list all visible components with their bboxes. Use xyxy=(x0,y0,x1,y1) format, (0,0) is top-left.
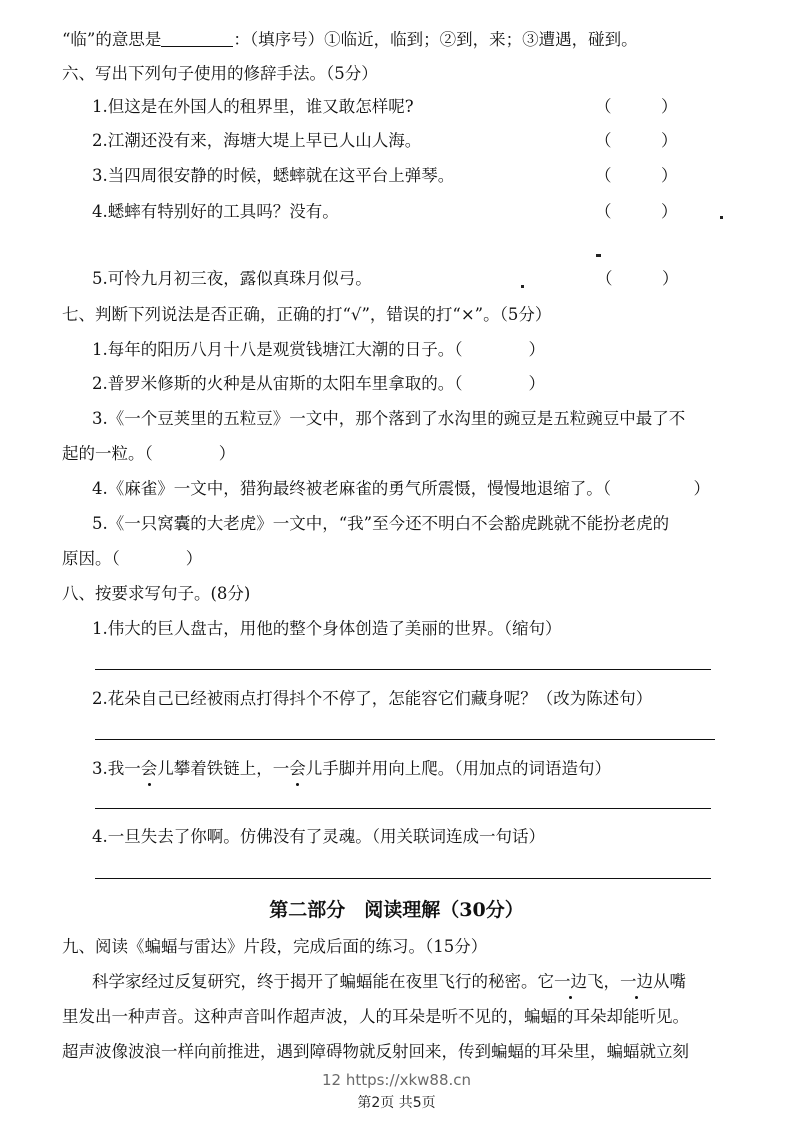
section6-item-4: 4.蟋蟀有特别好的工具吗？没有。 xyxy=(92,202,339,221)
reading-part2: 飞， xyxy=(587,972,620,991)
answer-paren[interactable]: （ ） xyxy=(595,166,678,185)
section7-item-3-cont: 起的一粒。（ ） xyxy=(62,444,236,463)
answer-line[interactable] xyxy=(95,808,711,809)
section6-item-2: 2.江潮还没有来，海塘大堤上早已人山人海。 xyxy=(92,131,422,150)
lin-meaning-options: ：（填序号）①临近，临到；②到，来；③遭遇，碰到。 xyxy=(233,30,638,49)
dotted-word: 一边 xyxy=(620,972,653,991)
section7-item-2: 2.普罗米修斯的火种是从宙斯的太阳车里拿取的。（ ） xyxy=(92,374,545,393)
section7-item-5: 5.《一只窝囊的大老虎》一文中，“我”至今还不明白不会豁虎跳就不能扮老虎的 xyxy=(92,514,670,533)
section7-item-1: 1.每年的阳历八月十八是观赏钱塘江大潮的日子。（ ） xyxy=(92,340,545,359)
answer-paren[interactable]: （ ） xyxy=(595,97,678,116)
item3-part2: 攀着铁链上， xyxy=(173,759,273,778)
section8-item-3 xyxy=(92,758,611,780)
answer-paren[interactable]: （ ） xyxy=(595,131,678,150)
answer-line[interactable] xyxy=(95,739,715,740)
part2-title: 第二部分 阅读理解（30分） xyxy=(269,899,524,921)
lin-meaning-prefix: “临”的意思是 xyxy=(62,30,162,49)
scan-speck xyxy=(720,216,723,219)
question-line-lin xyxy=(62,29,638,51)
dotted-word: 一边 xyxy=(554,972,587,991)
answer-paren[interactable]: （ ） xyxy=(595,202,678,221)
page-number: 第2页 共5页 xyxy=(357,1095,436,1111)
dotted-word: 一会儿 xyxy=(124,759,174,778)
watermark-url: 12 https://xkw88.cn xyxy=(321,1071,472,1089)
section6-item-1: 1.但这是在外国人的租界里，谁又敢怎样呢? xyxy=(92,97,414,116)
answer-blank[interactable] xyxy=(161,30,233,47)
section8-item-1: 1.伟大的巨人盘古，用他的整个身体创造了美丽的世界。（缩句） xyxy=(92,619,562,638)
section7-heading: 七、判断下列说法是否正确，正确的打“√”，错误的打“×”。（5分） xyxy=(62,305,552,324)
scan-speck xyxy=(596,254,601,257)
section8-item-4: 4.一旦失去了你啊。仿佛没有了灵魂。（用关联词连成一句话） xyxy=(92,827,545,846)
section8-heading: 八、按要求写句子。(8分) xyxy=(62,584,251,603)
answer-paren[interactable]: （ ） xyxy=(596,269,679,288)
scan-speck xyxy=(521,285,524,288)
section6-item-3: 3.当四周很安静的时候，蟋蟀就在这平台上弹琴。 xyxy=(92,166,455,185)
section7-item-4: 4.《麻雀》一文中，猎狗最终被老麻雀的勇气所震慑，慢慢地退缩了。（ ） xyxy=(92,479,710,498)
reading-part1: 科学家经过反复研究，终于揭开了蝙蝠能在夜里飞行的秘密。它 xyxy=(92,972,554,991)
answer-line[interactable] xyxy=(95,669,711,670)
dotted-word: 一会儿 xyxy=(272,759,323,778)
section7-item-5-cont: 原因。（ ） xyxy=(62,549,203,568)
section6-heading: 六、写出下列句子使用的修辞手法。（5分） xyxy=(62,64,378,83)
section8-item-2: 2.花朵自己已经被雨点打得抖个不停了，怎能容它们藏身呢？（改为陈述句） xyxy=(92,689,653,708)
section7-item-3: 3.《一个豆荚里的五粒豆》一文中，那个落到了水沟里的豌豆是五粒豌豆中最了不 xyxy=(92,409,686,428)
reading-line-2: 里发出一种声音。这种声音叫作超声波，人的耳朵是听不见的，蝙蝠的耳朵却能听见。 xyxy=(62,1007,689,1026)
item3-part3: 手脚并用向上爬。（用加点的词语造句） xyxy=(322,759,611,778)
section6-item-5: 5.可怜九月初三夜，露似真珠月似弓。 xyxy=(92,269,372,288)
answer-line[interactable] xyxy=(95,878,711,879)
item3-part1: 3.我 xyxy=(92,759,125,778)
reading-part3: 从嘴 xyxy=(653,972,686,991)
section9-heading: 九、阅读《蝙蝠与雷达》片段，完成后面的练习。（15分） xyxy=(62,937,488,956)
reading-line-3: 超声波像波浪一样向前推进，遇到障碍物就反射回来，传到蝙蝠的耳朵里，蝙蝠就立刻 xyxy=(62,1042,689,1061)
reading-line-1 xyxy=(92,971,686,993)
